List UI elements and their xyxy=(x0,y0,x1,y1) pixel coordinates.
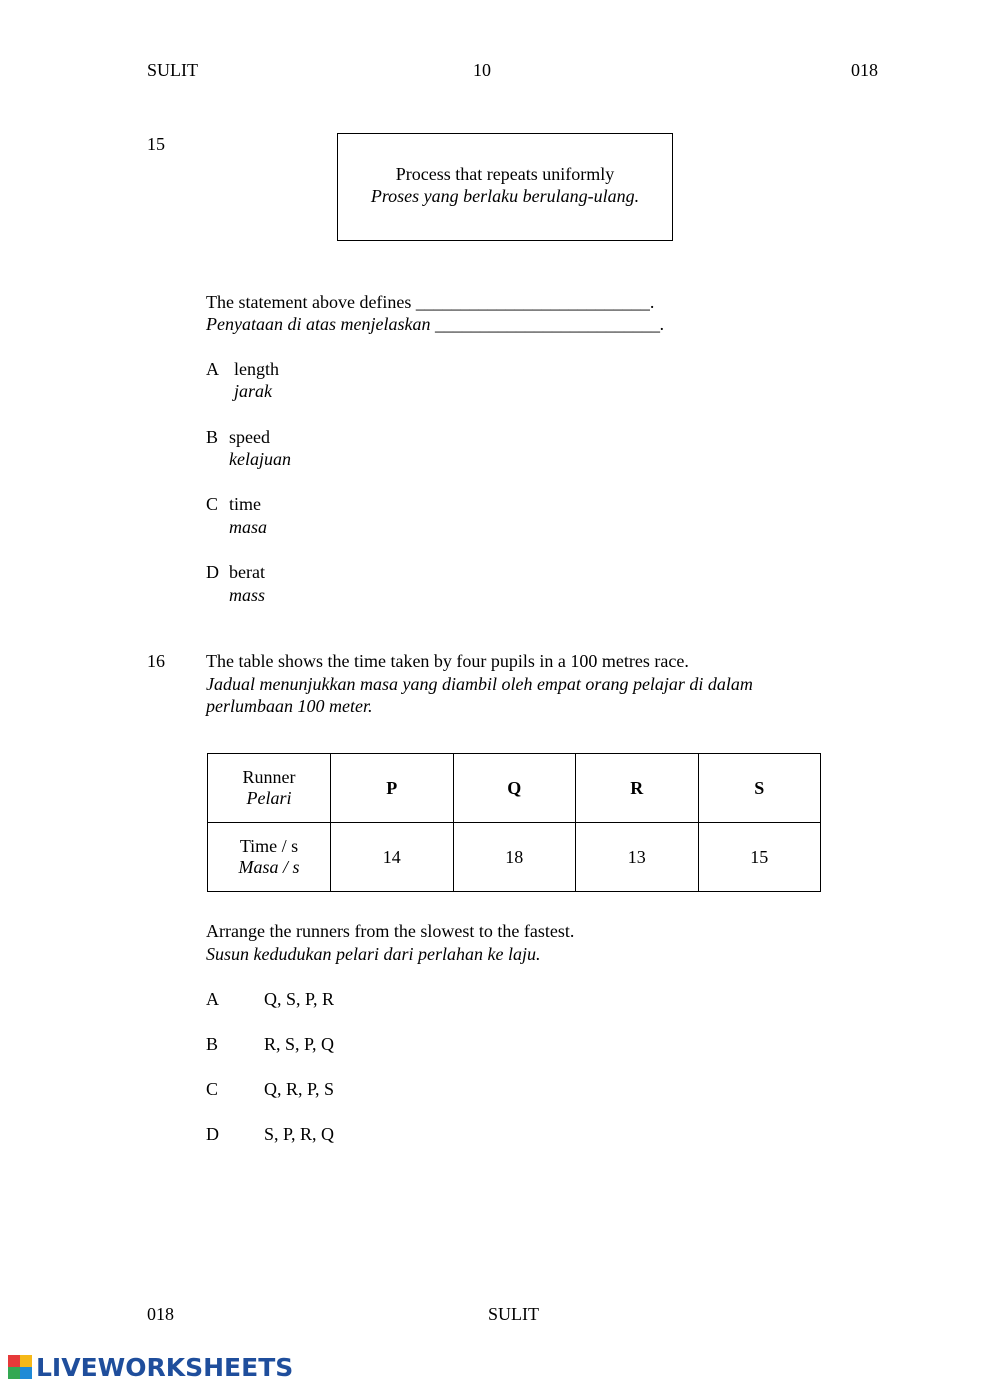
definition-en: Process that repeats uniformly xyxy=(395,164,615,184)
option-text: Q, R, P, S xyxy=(264,1079,335,1099)
time-cell: 15 xyxy=(698,823,821,892)
option-letter: D xyxy=(206,1124,219,1144)
footer-left: 018 xyxy=(147,1304,174,1324)
runner-label-en: Runner xyxy=(242,767,296,787)
definition-ms: Proses yang berlaku berulang-ulang. xyxy=(370,186,640,206)
question-15-stem-ms: Penyataan di atas menjelaskan _________________________. xyxy=(206,314,665,334)
option-text-ms: kelajuan xyxy=(229,449,291,469)
header-right: 018 xyxy=(851,60,878,80)
header-left: SULIT xyxy=(147,60,198,80)
footer-center: SULIT xyxy=(488,1304,539,1324)
brand-name: LIVEWORKSHEETS xyxy=(36,1352,294,1382)
time-cell: 13 xyxy=(576,823,699,892)
question-16-stem-ms-line2: perlumbaan 100 meter. xyxy=(206,696,373,716)
option-text-en: speed xyxy=(229,427,270,447)
time-label-ms: Masa / s xyxy=(238,857,300,877)
row-label-time xyxy=(208,823,331,892)
option-text-en: length xyxy=(234,359,279,379)
table-row-runner xyxy=(208,754,821,823)
option-letter: C xyxy=(206,1079,219,1099)
time-cell: 14 xyxy=(331,823,454,892)
option-text-ms: mass xyxy=(229,585,266,605)
option-text: Q, S, P, R xyxy=(264,989,335,1009)
question-16-instruction-ms: Susun kedudukan pelari dari perlahan ke laju. xyxy=(206,944,541,964)
option-text-ms: jarak xyxy=(234,381,272,401)
question-16-stem-en: The table shows the time taken by four pupils in a 100 metres race. xyxy=(206,651,689,671)
question-16-instruction-en: Arrange the runners from the slowest to the fastest. xyxy=(206,921,575,941)
time-cell: 18 xyxy=(453,823,576,892)
row-label-runner xyxy=(208,754,331,823)
option-letter: D xyxy=(206,562,219,582)
runner-cell: Q xyxy=(453,754,576,823)
option-text-en: berat xyxy=(229,562,265,582)
option-text: R, S, P, Q xyxy=(264,1034,335,1054)
runner-cell: R xyxy=(576,754,699,823)
option-text-ms: masa xyxy=(229,517,268,537)
option-letter: A xyxy=(206,989,219,1009)
question-15-number: 15 xyxy=(147,134,165,154)
question-16-stem-ms-line1: Jadual menunjukkan masa yang diambil oleh empat orang pelajar di dalam xyxy=(206,674,753,694)
liveworksheets-logo[interactable] xyxy=(8,1352,293,1382)
option-text: S, P, R, Q xyxy=(264,1124,335,1144)
page-number: 10 xyxy=(473,60,491,80)
time-label-en: Time / s xyxy=(239,836,299,856)
race-table xyxy=(207,753,821,892)
option-letter: B xyxy=(206,427,219,447)
logo-mark-icon xyxy=(8,1355,32,1379)
option-letter: A xyxy=(206,359,219,379)
option-text-en: time xyxy=(229,494,261,514)
question-15-stem-en: The statement above defines __________________________. xyxy=(206,292,655,312)
runner-cell: S xyxy=(698,754,821,823)
option-letter: B xyxy=(206,1034,219,1054)
runner-label-ms: Pelari xyxy=(246,788,292,808)
runner-cell: P xyxy=(331,754,454,823)
option-letter: C xyxy=(206,494,219,514)
table-row-time xyxy=(208,823,821,892)
definition-box xyxy=(337,133,673,241)
question-16-number: 16 xyxy=(147,651,165,671)
